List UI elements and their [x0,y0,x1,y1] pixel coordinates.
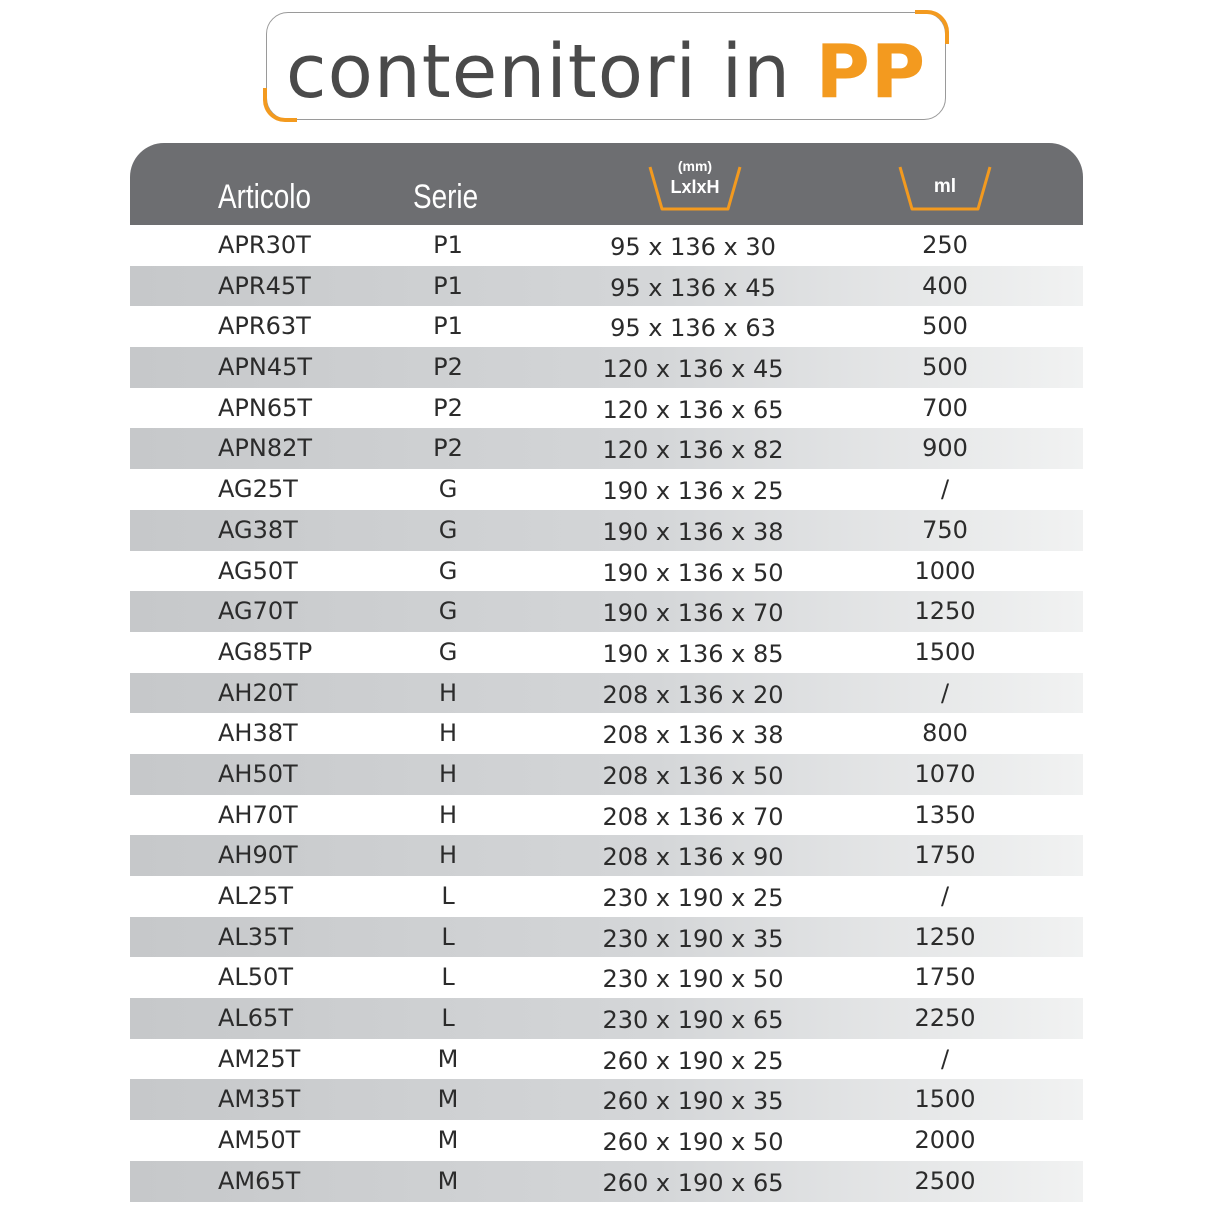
cell-articolo: AL65T [218,1004,293,1033]
cell-serie: G [438,475,458,504]
cell-dimensions: 230 x 190 x 50 [602,965,784,994]
cell-articolo: APN65T [218,393,313,422]
cell-ml: 2250 [914,1004,976,1033]
cell-ml: 750 [922,515,968,544]
table-row [130,1079,1083,1120]
cell-ml: 400 [922,271,968,300]
cell-dimensions: 190 x 136 x 25 [602,477,784,506]
cell-ml: 700 [922,393,968,422]
cell-dimensions: 208 x 136 x 50 [602,761,784,790]
header-dimensions [648,143,742,225]
cell-articolo: APR45T [218,271,311,300]
table-row [130,469,1083,510]
header-articolo-label: Articolo [218,178,311,216]
cell-serie: M [437,1126,459,1155]
cell-articolo: AG70T [218,597,298,626]
cell-serie: P2 [433,393,463,422]
table-row [130,632,1083,673]
cell-dimensions: 120 x 136 x 45 [602,355,784,384]
table-row [130,591,1083,632]
cell-ml: 1070 [914,759,976,788]
cell-dimensions: 260 x 190 x 35 [602,1087,784,1116]
cell-serie: H [438,678,458,707]
cell-articolo: AG85TP [218,637,313,666]
cell-dimensions: 208 x 136 x 38 [602,721,784,750]
cell-dimensions: 95 x 136 x 30 [610,233,776,261]
header-dimensions-unit: (mm) [677,158,713,174]
page-title-main: contenitori in [285,29,792,115]
table-row [130,1161,1083,1202]
cell-dimensions: 190 x 136 x 85 [602,639,784,668]
cell-ml: 1250 [914,597,976,626]
title-box [266,12,946,120]
cell-serie: L [441,922,455,951]
table-row [130,673,1083,714]
cell-serie: P1 [433,312,463,341]
cell-dimensions: 208 x 136 x 20 [602,680,784,709]
cell-dimensions: 120 x 136 x 82 [602,436,784,465]
cell-serie: H [438,719,458,748]
cell-dimensions: 95 x 136 x 45 [610,273,776,302]
cell-articolo: APR63T [218,312,311,341]
table-row [130,795,1083,836]
table-row [130,225,1083,266]
cell-articolo: AM25T [218,1044,301,1073]
table-row [130,510,1083,551]
cell-serie: G [438,515,458,544]
cell-ml: 800 [922,719,968,748]
cell-serie: G [438,597,458,626]
cell-dimensions: 120 x 136 x 65 [602,395,784,424]
table-row [130,876,1083,917]
cell-ml: 2000 [914,1126,976,1155]
cell-ml: / [940,678,950,707]
cell-ml: 1500 [914,637,976,666]
cell-articolo: AG50T [218,556,298,585]
cell-articolo: AH90T [218,841,298,870]
cell-serie: G [438,556,458,585]
table-row [130,1039,1083,1080]
cell-ml: 500 [922,353,968,382]
cell-serie: L [441,1004,455,1033]
table-row [130,306,1083,347]
cell-ml: / [940,1044,950,1073]
cell-articolo: AL50T [218,963,293,992]
header-ml-label: ml [933,176,957,197]
cell-serie: H [438,759,458,788]
cell-ml: 1000 [914,556,976,585]
cell-ml: 250 [922,231,968,259]
cell-serie: P1 [433,231,463,259]
cell-articolo: AH50T [218,759,298,788]
cell-dimensions: 190 x 136 x 70 [602,599,784,628]
cell-ml: 1350 [914,800,976,829]
cell-serie: H [438,800,458,829]
cell-dimensions: 208 x 136 x 90 [602,843,784,872]
cell-articolo: AG38T [218,515,298,544]
table-row [130,428,1083,469]
table-row [130,917,1083,958]
cell-serie: P2 [433,434,463,463]
cell-ml: 2500 [914,1166,976,1195]
header-dimensions-label: LxlxH [670,177,720,197]
cell-dimensions: 230 x 190 x 65 [602,1006,784,1035]
cell-ml: / [940,882,950,910]
cell-serie: H [438,841,458,870]
cell-dimensions: 190 x 136 x 50 [602,558,784,587]
cell-articolo: APR30T [218,231,311,259]
page-title [267,27,945,117]
product-table [130,143,1083,1202]
cell-articolo: AM50T [218,1126,301,1155]
cell-dimensions: 230 x 190 x 25 [602,884,784,912]
cell-ml: 500 [922,312,968,341]
table-row [130,998,1083,1039]
page-title-accent: PP [815,29,927,115]
cell-serie: G [438,637,458,666]
table-row [130,835,1083,876]
table-row [130,754,1083,795]
cell-ml: 1500 [914,1085,976,1114]
cell-ml: 1250 [914,922,976,951]
cell-ml: / [940,475,950,504]
cell-dimensions: 260 x 190 x 65 [602,1168,784,1197]
table-row [130,1120,1083,1161]
cell-articolo: AM35T [218,1085,301,1114]
cell-serie: M [437,1166,459,1195]
cell-serie: L [441,963,455,992]
cell-dimensions: 260 x 190 x 25 [602,1046,784,1075]
cell-ml: 1750 [914,963,976,992]
cell-serie: M [437,1085,459,1114]
cell-articolo: AG25T [218,475,298,504]
cell-ml: 900 [922,434,968,463]
header-serie-label: Serie [413,178,479,216]
cell-dimensions: 208 x 136 x 70 [602,802,784,831]
cell-dimensions: 95 x 136 x 63 [610,314,776,343]
table-body [130,225,1083,1202]
cell-articolo: AH20T [218,678,298,707]
cell-dimensions: 260 x 190 x 50 [602,1128,784,1157]
table-row [130,388,1083,429]
header-ml [898,143,992,225]
cell-articolo: AL35T [218,922,293,951]
cell-serie: P1 [433,271,463,300]
cell-articolo: APN82T [218,434,313,463]
table-row [130,266,1083,307]
cell-articolo: AM65T [218,1166,301,1195]
table-header [130,143,1083,225]
cell-serie: P2 [433,353,463,382]
cell-ml: 1750 [914,841,976,870]
cell-dimensions: 230 x 190 x 35 [602,924,784,953]
table-row [130,957,1083,998]
table-row [130,551,1083,592]
cell-articolo: AH70T [218,800,298,829]
table-row [130,347,1083,388]
cell-articolo: APN45T [218,353,313,382]
cell-dimensions: 190 x 136 x 38 [602,517,784,546]
cell-serie: M [437,1044,459,1073]
table-row [130,713,1083,754]
cell-serie: L [441,882,455,910]
cell-articolo: AL25T [218,882,293,910]
cell-articolo: AH38T [218,719,298,748]
